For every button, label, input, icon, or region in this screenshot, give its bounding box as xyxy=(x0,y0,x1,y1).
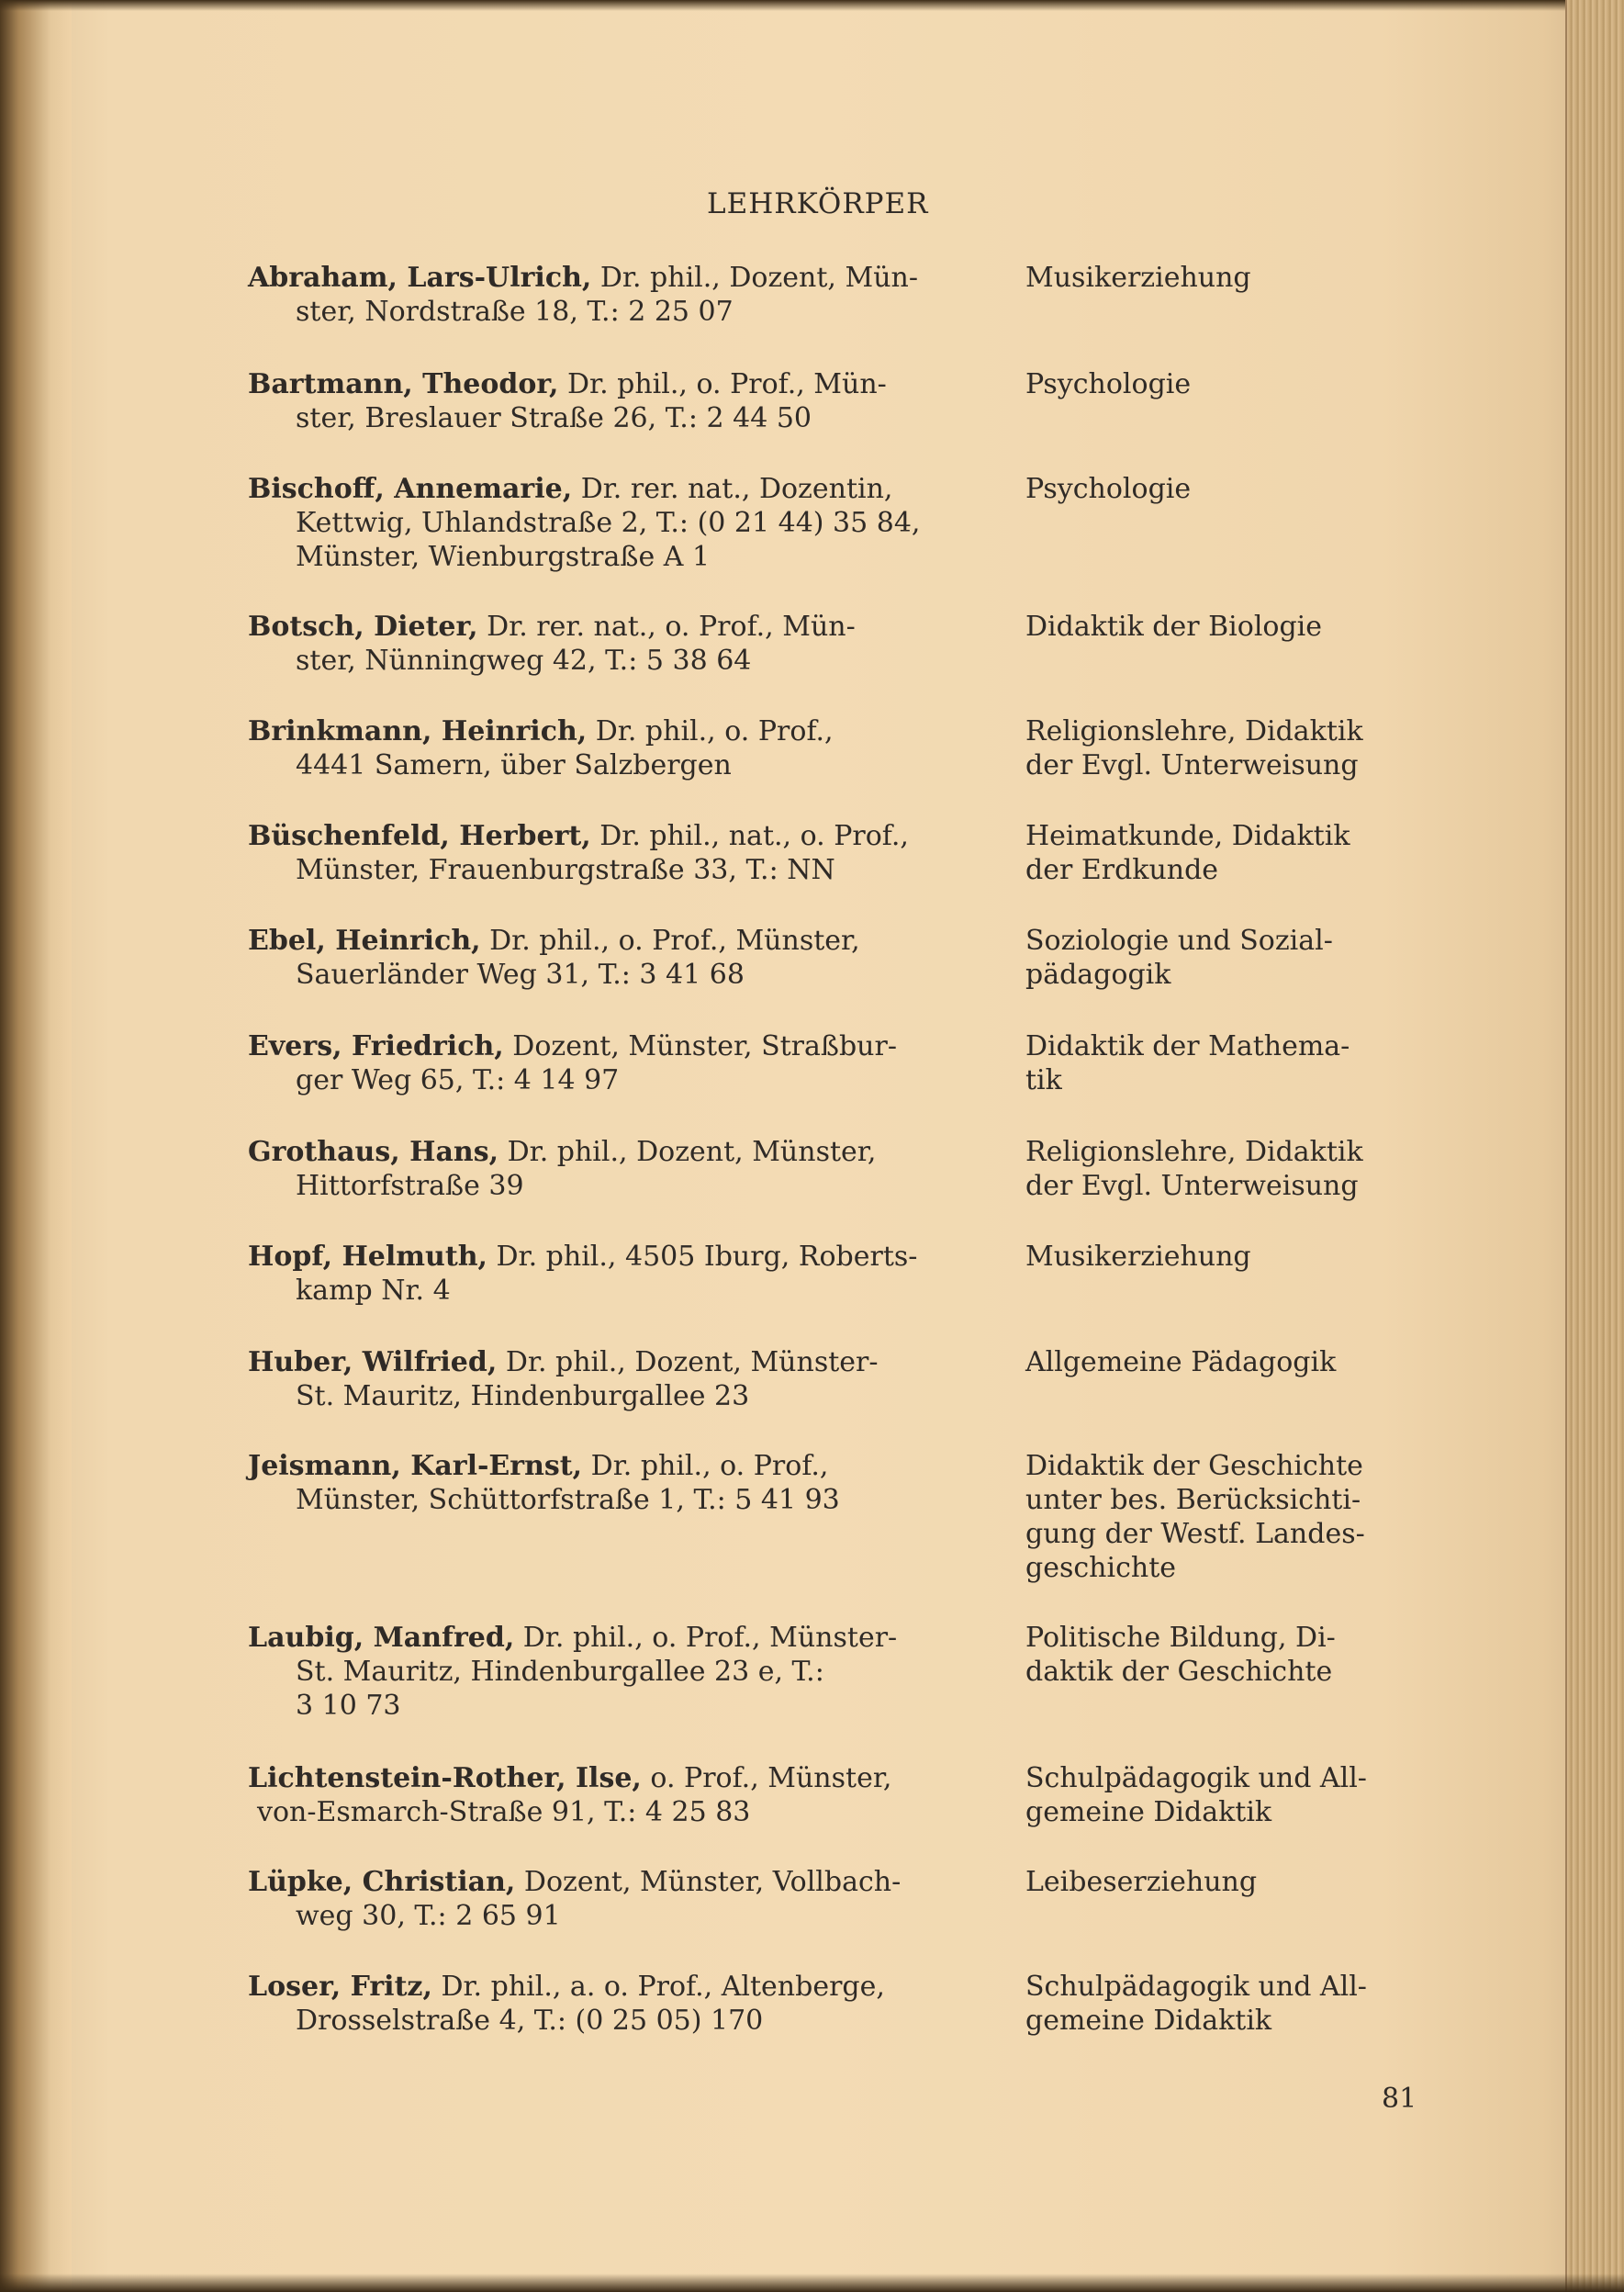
faculty-title: Dr. phil., o. Prof., xyxy=(587,715,834,747)
faculty-address: ster, Nünningweg 42, T.: 5 38 64 xyxy=(296,645,752,677)
subject-line: Religionslehre, Didaktik xyxy=(1025,1136,1363,1168)
subject-line: gung der Westf. Landes- xyxy=(1025,1518,1365,1550)
faculty-name: Bischoff, Annemarie, xyxy=(248,473,573,505)
faculty-name: Bartmann, Theodor, xyxy=(248,368,559,400)
faculty-name: Jeismann, Karl-Ernst, xyxy=(248,1450,583,1482)
faculty-name: Evers, Friedrich, xyxy=(248,1030,504,1062)
faculty-details xyxy=(248,714,982,782)
faculty-details xyxy=(248,819,982,887)
faculty-title: Dr. rer. nat., Dozentin, xyxy=(572,473,893,505)
subject-line: der Erdkunde xyxy=(1025,854,1219,886)
subject-line: tik xyxy=(1025,1064,1062,1096)
faculty-title: Dr. phil., Dozent, Mün- xyxy=(591,262,918,294)
faculty-name: Hopf, Helmuth, xyxy=(248,1241,487,1273)
subject-line: pädagogik xyxy=(1025,959,1171,991)
faculty-name: Grothaus, Hans, xyxy=(248,1136,499,1168)
subject-line: Soziologie und Sozial- xyxy=(1025,925,1333,957)
faculty-address: St. Mauritz, Hindenburgallee 23 e, T.: xyxy=(296,1656,824,1688)
faculty-address: Münster, Schüttorfstraße 1, T.: 5 41 93 xyxy=(296,1484,840,1516)
faculty-details xyxy=(248,1970,982,2038)
faculty-details xyxy=(248,367,982,435)
faculty-subject xyxy=(1025,1621,1411,1689)
subject-line: gemeine Didaktik xyxy=(1025,1796,1272,1828)
subject-line: gemeine Didaktik xyxy=(1025,2005,1272,2037)
faculty-subject xyxy=(1025,1345,1411,1379)
faculty-details xyxy=(248,261,982,329)
faculty-name: Brinkmann, Heinrich, xyxy=(248,715,588,747)
page-number: 81 xyxy=(1382,2083,1417,2115)
page-bottom-shadow xyxy=(0,2274,1624,2292)
faculty-details xyxy=(248,472,982,574)
faculty-details xyxy=(248,610,982,678)
faculty-name: Lichtenstein-Rother, Ilse, xyxy=(248,1762,642,1794)
faculty-subject xyxy=(1025,1029,1411,1097)
faculty-address: ster, Nordstraße 18, T.: 2 25 07 xyxy=(296,296,734,328)
faculty-title: Dr. phil., Dozent, Münster- xyxy=(497,1346,879,1378)
faculty-address: 4441 Samern, über Salzbergen xyxy=(296,749,732,781)
subject-line: daktik der Geschichte xyxy=(1025,1656,1333,1688)
faculty-details xyxy=(248,1449,982,1517)
faculty-address: Hittorfstraße 39 xyxy=(296,1170,524,1202)
subject-line: der Evgl. Unterweisung xyxy=(1025,1170,1359,1202)
faculty-address: ster, Breslauer Straße 26, T.: 2 44 50 xyxy=(296,402,812,434)
faculty-address: Münster, Frauenburgstraße 33, T.: NN xyxy=(296,854,835,886)
faculty-name: Lüpke, Christian, xyxy=(248,1866,516,1898)
faculty-name: Büschenfeld, Herbert, xyxy=(248,820,591,852)
faculty-title: Dr. phil., a. o. Prof., Altenberge, xyxy=(431,1971,885,2003)
faculty-details xyxy=(248,1865,982,1933)
faculty-address: Kettwig, Uhlandstraße 2, T.: (0 21 44) 35 84, xyxy=(296,507,921,539)
faculty-details xyxy=(248,1621,982,1723)
faculty-details xyxy=(248,924,982,992)
faculty-address: ger Weg 65, T.: 4 14 97 xyxy=(296,1064,620,1096)
faculty-subject xyxy=(1025,1240,1411,1274)
faculty-subject xyxy=(1025,1970,1411,2038)
subject-line: Didaktik der Mathema- xyxy=(1025,1030,1350,1062)
faculty-title: Dr. phil., o. Prof., Münster- xyxy=(514,1622,898,1654)
faculty-subject xyxy=(1025,1135,1411,1203)
faculty-address: weg 30, T.: 2 65 91 xyxy=(296,1900,561,1932)
faculty-address: kamp Nr. 4 xyxy=(296,1275,451,1307)
faculty-name: Botsch, Dieter, xyxy=(248,611,478,643)
faculty-title: Dr. phil., 4505 Iburg, Roberts- xyxy=(487,1241,918,1273)
faculty-address: 3 10 73 xyxy=(296,1690,401,1722)
subject-line: Politische Bildung, Di- xyxy=(1025,1622,1336,1654)
faculty-title: Dr. phil., o. Prof., Münster, xyxy=(480,925,860,957)
faculty-title: Dr. phil., o. Prof., xyxy=(582,1450,829,1482)
faculty-address: von-Esmarch-Straße 91, T.: 4 25 83 xyxy=(257,1796,751,1828)
subject-line: geschichte xyxy=(1025,1552,1177,1584)
faculty-subject xyxy=(1025,714,1411,782)
faculty-title: Dozent, Münster, Vollbach- xyxy=(515,1866,902,1898)
faculty-title: Dr. phil., Dozent, Münster, xyxy=(498,1136,877,1168)
faculty-title: Dr. phil., nat., o. Prof., xyxy=(590,820,909,852)
subject-line: Religionslehre, Didaktik xyxy=(1025,715,1363,747)
subject-line: Musikerziehung xyxy=(1025,1241,1251,1273)
faculty-subject xyxy=(1025,367,1411,401)
faculty-address: Münster, Wienburgstraße A 1 xyxy=(296,541,711,573)
faculty-address: St. Mauritz, Hindenburgallee 23 xyxy=(296,1380,750,1412)
faculty-title: Dozent, Münster, Straßbur- xyxy=(503,1030,897,1062)
faculty-name: Ebel, Heinrich, xyxy=(248,925,481,957)
faculty-subject xyxy=(1025,610,1411,644)
subject-line: Schulpädagogik und All- xyxy=(1025,1762,1367,1794)
subject-line: Leibeserziehung xyxy=(1025,1866,1258,1898)
faculty-subject xyxy=(1025,261,1411,295)
page-title: LEHRKÖRPER xyxy=(707,187,929,220)
faculty-details xyxy=(248,1345,982,1413)
faculty-details xyxy=(248,1029,982,1097)
faculty-name: Abraham, Lars-Ulrich, xyxy=(248,262,592,294)
faculty-details xyxy=(248,1240,982,1308)
faculty-name: Loser, Fritz, xyxy=(248,1971,432,2003)
faculty-name: Huber, Wilfried, xyxy=(248,1346,498,1378)
faculty-subject xyxy=(1025,819,1411,887)
subject-line: der Evgl. Unterweisung xyxy=(1025,749,1359,781)
faculty-subject xyxy=(1025,1761,1411,1829)
faculty-subject xyxy=(1025,1865,1411,1899)
subject-line: Allgemeine Pädagogik xyxy=(1025,1346,1337,1378)
faculty-details xyxy=(248,1135,982,1203)
subject-line: Psychologie xyxy=(1025,368,1192,400)
subject-line: Musikerziehung xyxy=(1025,262,1251,294)
subject-line: Didaktik der Geschichte xyxy=(1025,1450,1363,1482)
page-top-shadow xyxy=(0,0,1624,11)
faculty-title: o. Prof., Münster, xyxy=(641,1762,892,1794)
faculty-subject xyxy=(1025,1449,1411,1585)
subject-line: Didaktik der Biologie xyxy=(1025,611,1323,643)
book-fore-edge xyxy=(1565,0,1624,2292)
faculty-address: Drosselstraße 4, T.: (0 25 05) 170 xyxy=(296,2005,764,2037)
book-gutter-shadow xyxy=(0,0,72,2292)
faculty-details xyxy=(248,1761,982,1829)
faculty-title: Dr. rer. nat., o. Prof., Mün- xyxy=(477,611,856,643)
subject-line: unter bes. Berücksichti- xyxy=(1025,1484,1361,1516)
faculty-subject xyxy=(1025,472,1411,506)
subject-line: Heimatkunde, Didaktik xyxy=(1025,820,1350,852)
faculty-subject xyxy=(1025,924,1411,992)
faculty-name: Laubig, Manfred, xyxy=(248,1622,515,1654)
subject-line: Psychologie xyxy=(1025,473,1192,505)
subject-line: Schulpädagogik und All- xyxy=(1025,1971,1367,2003)
faculty-address: Sauerländer Weg 31, T.: 3 41 68 xyxy=(296,959,745,991)
faculty-title: Dr. phil., o. Prof., Mün- xyxy=(558,368,887,400)
